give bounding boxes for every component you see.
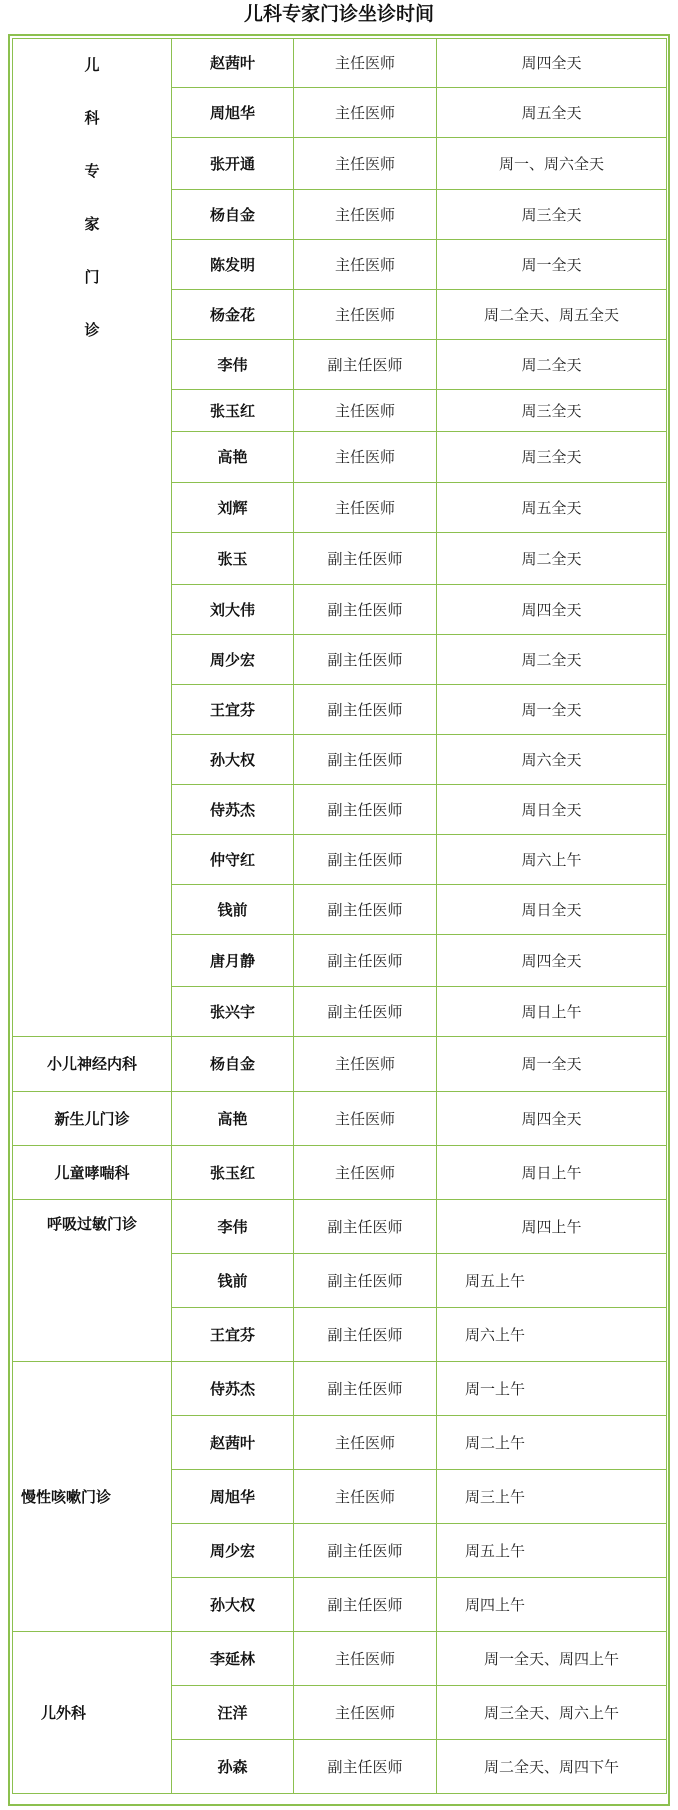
doctor-name: 赵茜叶 [172, 39, 294, 88]
clinic-time: 周五上午 [437, 1254, 667, 1308]
doctor-name: 张玉红 [172, 390, 294, 432]
dept-cell-pediatric-expert [13, 39, 172, 1037]
doctor-name: 周少宏 [172, 635, 294, 685]
doctor-name: 侍苏杰 [172, 1362, 294, 1416]
table-row [13, 1146, 667, 1200]
doctor-name: 赵茜叶 [172, 1416, 294, 1470]
doctor-title: 主任医师 [294, 483, 437, 533]
clinic-time: 周五上午 [437, 1524, 667, 1578]
dept-cell: 慢性咳嗽门诊 [13, 1362, 172, 1632]
doctor-title: 副主任医师 [294, 785, 437, 835]
doctor-name: 刘辉 [172, 483, 294, 533]
clinic-time: 周三全天 [437, 390, 667, 432]
doctor-title: 主任医师 [294, 432, 437, 483]
doctor-name: 张玉 [172, 533, 294, 585]
dept-cell: 新生儿门诊 [13, 1092, 172, 1146]
doctor-name: 孙大权 [172, 1578, 294, 1632]
doctor-name: 周少宏 [172, 1524, 294, 1578]
clinic-time: 周一全天、周四上午 [437, 1632, 667, 1686]
doctor-name: 钱前 [172, 1254, 294, 1308]
dept-cell: 儿外科 [13, 1632, 172, 1794]
clinic-time: 周一上午 [437, 1362, 667, 1416]
clinic-time: 周一全天 [437, 685, 667, 735]
dept-char: 儿 [84, 56, 100, 74]
doctor-name: 张开通 [172, 138, 294, 190]
doctor-name: 孙森 [172, 1740, 294, 1794]
dept-char: 诊 [84, 321, 100, 339]
clinic-time: 周二全天、周四下午 [437, 1740, 667, 1794]
clinic-time: 周日上午 [437, 987, 667, 1037]
doctor-title: 主任医师 [294, 39, 437, 88]
doctor-title: 副主任医师 [294, 1362, 437, 1416]
dept-char: 科 [84, 109, 100, 127]
doctor-title: 副主任医师 [294, 1200, 437, 1254]
doctor-name: 李伟 [172, 1200, 294, 1254]
table-row [13, 1632, 667, 1686]
doctor-title: 主任医师 [294, 1686, 437, 1740]
doctor-title: 主任医师 [294, 290, 437, 340]
page-title: 儿科专家门诊坐诊时间 [243, 3, 434, 25]
doctor-title: 主任医师 [294, 1146, 437, 1200]
clinic-time: 周二全天 [437, 340, 667, 390]
clinic-time: 周二全天 [437, 533, 667, 585]
clinic-time: 周四上午 [437, 1200, 667, 1254]
clinic-time: 周四全天 [437, 39, 667, 88]
doctor-title: 副主任医师 [294, 735, 437, 785]
doctor-title: 副主任医师 [294, 1308, 437, 1362]
clinic-time: 周一全天 [437, 1037, 667, 1092]
doctor-name: 李伟 [172, 340, 294, 390]
clinic-time: 周日上午 [437, 1146, 667, 1200]
doctor-title: 主任医师 [294, 1470, 437, 1524]
doctor-title: 副主任医师 [294, 685, 437, 735]
clinic-time: 周四全天 [437, 1092, 667, 1146]
doctor-title: 主任医师 [294, 1037, 437, 1092]
doctor-title: 主任医师 [294, 138, 437, 190]
doctor-name: 陈发明 [172, 240, 294, 290]
doctor-name: 周旭华 [172, 1470, 294, 1524]
clinic-time: 周三全天 [437, 432, 667, 483]
table-row [13, 1200, 667, 1254]
doctor-title: 副主任医师 [294, 340, 437, 390]
clinic-time: 周四上午 [437, 1578, 667, 1632]
doctor-title: 主任医师 [294, 190, 437, 240]
doctor-name: 张玉红 [172, 1146, 294, 1200]
clinic-time: 周六上午 [437, 1308, 667, 1362]
doctor-title: 副主任医师 [294, 635, 437, 685]
doctor-title: 副主任医师 [294, 935, 437, 987]
clinic-time: 周一全天 [437, 240, 667, 290]
schedule-table [12, 38, 667, 1794]
clinic-time: 周四全天 [437, 935, 667, 987]
doctor-name: 高艳 [172, 1092, 294, 1146]
doctor-title: 主任医师 [294, 1632, 437, 1686]
clinic-time: 周日全天 [437, 785, 667, 835]
doctor-name: 孙大权 [172, 735, 294, 785]
doctor-title: 副主任医师 [294, 1578, 437, 1632]
doctor-title: 副主任医师 [294, 533, 437, 585]
table-row [13, 1362, 667, 1416]
table-row [13, 1037, 667, 1092]
doctor-name: 李延林 [172, 1632, 294, 1686]
doctor-title: 副主任医师 [294, 1740, 437, 1794]
table-row [13, 39, 667, 88]
doctor-name: 王宜芬 [172, 685, 294, 735]
doctor-title: 副主任医师 [294, 885, 437, 935]
clinic-time: 周四全天 [437, 585, 667, 635]
doctor-title: 副主任医师 [294, 835, 437, 885]
clinic-time: 周二上午 [437, 1416, 667, 1470]
doctor-title: 副主任医师 [294, 987, 437, 1037]
doctor-title: 副主任医师 [294, 1254, 437, 1308]
doctor-name: 汪洋 [172, 1686, 294, 1740]
clinic-time: 周日全天 [437, 885, 667, 935]
doctor-title: 主任医师 [294, 240, 437, 290]
clinic-time: 周二全天、周五全天 [437, 290, 667, 340]
dept-cell: 呼吸过敏门诊 [13, 1200, 172, 1362]
clinic-time: 周一、周六全天 [437, 138, 667, 190]
doctor-title: 副主任医师 [294, 585, 437, 635]
dept-char: 家 [84, 215, 100, 233]
doctor-title: 主任医师 [294, 1416, 437, 1470]
doctor-name: 侍苏杰 [172, 785, 294, 835]
doctor-title: 主任医师 [294, 88, 437, 138]
table-row [13, 1092, 667, 1146]
doctor-name: 唐月静 [172, 935, 294, 987]
doctor-name: 高艳 [172, 432, 294, 483]
clinic-time: 周三全天、周六上午 [437, 1686, 667, 1740]
dept-char: 门 [84, 268, 100, 286]
clinic-time: 周六上午 [437, 835, 667, 885]
doctor-name: 王宜芬 [172, 1308, 294, 1362]
doctor-name: 刘大伟 [172, 585, 294, 635]
doctor-title: 副主任医师 [294, 1524, 437, 1578]
clinic-time: 周二全天 [437, 635, 667, 685]
clinic-time: 周五全天 [437, 483, 667, 533]
doctor-title: 主任医师 [294, 390, 437, 432]
clinic-time: 周三全天 [437, 190, 667, 240]
dept-cell: 儿童哮喘科 [13, 1146, 172, 1200]
dept-cell: 小儿神经内科 [13, 1037, 172, 1092]
doctor-title: 主任医师 [294, 1092, 437, 1146]
doctor-name: 杨金花 [172, 290, 294, 340]
doctor-name: 杨自金 [172, 1037, 294, 1092]
clinic-time: 周五全天 [437, 88, 667, 138]
clinic-time: 周三上午 [437, 1470, 667, 1524]
doctor-name: 张兴宇 [172, 987, 294, 1037]
doctor-name: 杨自金 [172, 190, 294, 240]
doctor-name: 周旭华 [172, 88, 294, 138]
dept-char: 专 [84, 162, 100, 180]
doctor-name: 钱前 [172, 885, 294, 935]
clinic-time: 周六全天 [437, 735, 667, 785]
doctor-name: 仲守红 [172, 835, 294, 885]
